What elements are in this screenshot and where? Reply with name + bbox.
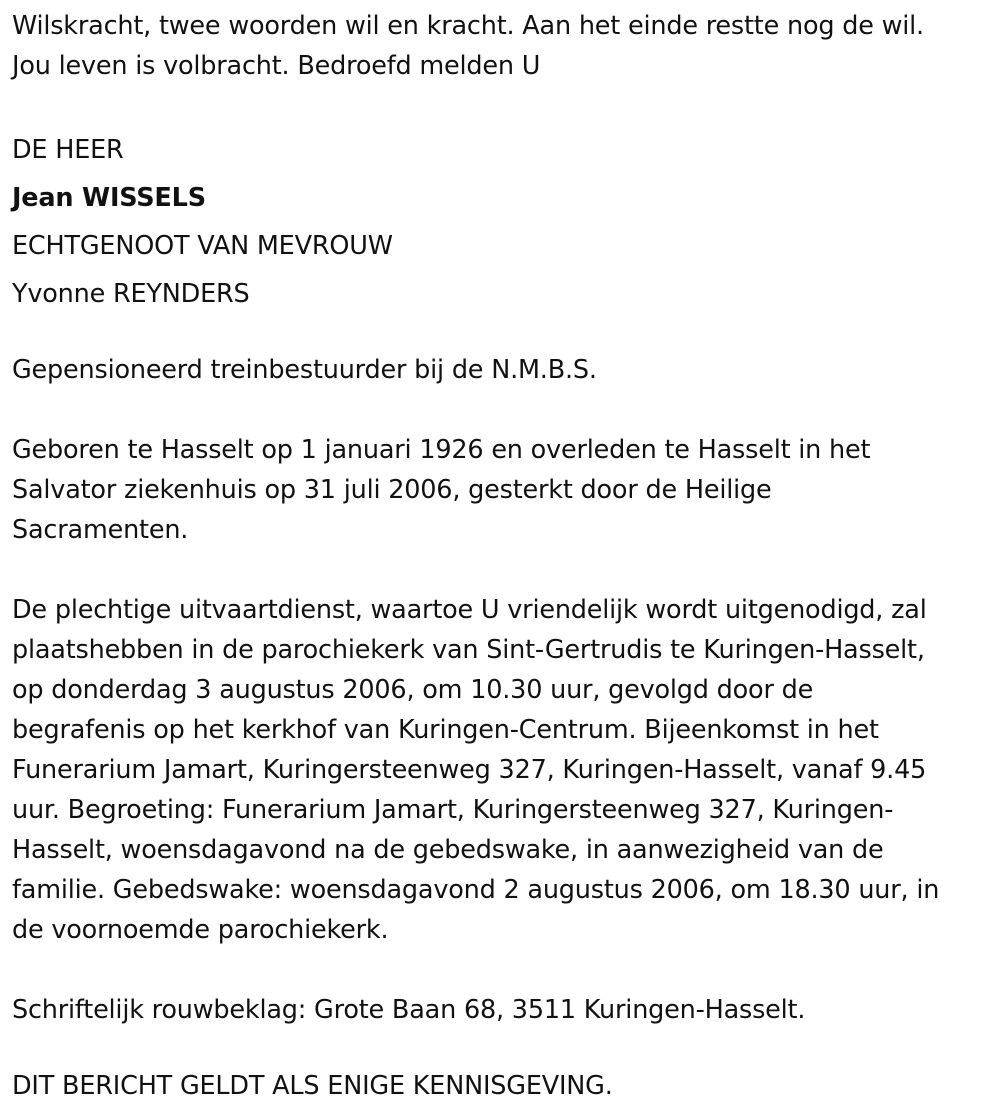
intro-verse <box>12 6 992 86</box>
paragraph-line: uur. Begroeting: Funerarium Jamart, Kuringersteenweg 327, Kuringen- <box>12 795 894 825</box>
deceased-title: DE HEER <box>12 135 124 165</box>
funeral-paragraph <box>12 590 992 950</box>
deceased-name: Jean WISSELS <box>12 183 206 213</box>
paragraph-line: plaatshebben in de parochiekerk van Sint-Gertrudis te Kuringen-Hasselt, <box>12 635 925 665</box>
paragraph-line: De plechtige uitvaartdienst, waartoe U vriendelijk wordt uitgenodigd, zal <box>12 595 927 625</box>
birth-death-paragraph <box>12 430 992 550</box>
condolence-address: Schriftelijk rouwbeklag: Grote Baan 68, 3511 Kuringen-Hasselt. <box>12 995 806 1025</box>
spouse-name: Yvonne REYNDERS <box>12 279 250 309</box>
paragraph-line: de voornoemde parochiekerk. <box>12 915 389 945</box>
intro-line: Wilskracht, twee woorden wil en kracht. Aan het einde restte nog de wil. <box>12 11 924 41</box>
spouse-label: ECHTGENOOT VAN MEVROUW <box>12 231 393 261</box>
paragraph-line: Salvator ziekenhuis op 31 juli 2006, gesterkt door de Heilige <box>12 475 772 505</box>
paragraph-line: op donderdag 3 augustus 2006, om 10.30 uur, gevolgd door de <box>12 675 814 705</box>
paragraph-line: Sacramenten. <box>12 515 189 545</box>
paragraph-line: familie. Gebedswake: woensdagavond 2 augustus 2006, om 18.30 uur, in <box>12 875 940 905</box>
occupation: Gepensioneerd treinbestuurder bij de N.M.B.S. <box>12 355 597 385</box>
paragraph-line: begrafenis op het kerkhof van Kuringen-Centrum. Bijeenkomst in het <box>12 715 879 745</box>
notice-line: DIT BERICHT GELDT ALS ENIGE KENNISGEVING. <box>12 1071 613 1101</box>
paragraph-line: Geboren te Hasselt op 1 januari 1926 en overleden te Hasselt in het <box>12 435 871 465</box>
paragraph-line: Hasselt, woensdagavond na de gebedswake, in aanwezigheid van de <box>12 835 884 865</box>
intro-line: Jou leven is volbracht. Bedroefd melden U <box>12 51 541 81</box>
paragraph-line: Funerarium Jamart, Kuringersteenweg 327, Kuringen-Hasselt, vanaf 9.45 <box>12 755 927 785</box>
